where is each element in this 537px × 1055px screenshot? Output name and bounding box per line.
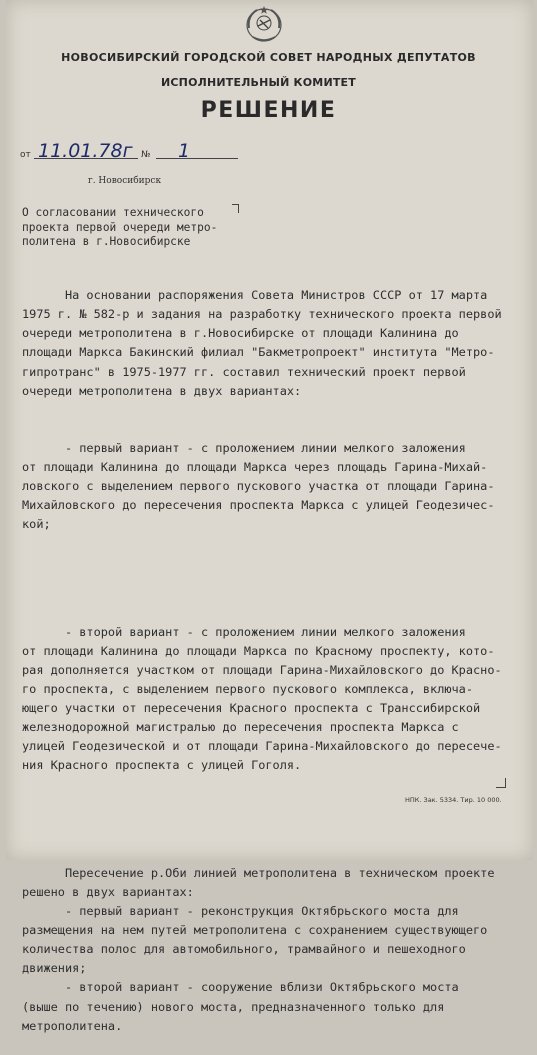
number-underline [156, 158, 238, 159]
text-end-corner-mark [496, 778, 506, 788]
handwritten-date: 11.01.78г [38, 140, 133, 162]
paragraph-variant-two: - второй вариант - с проложением линии мелкого заложения от площади Калинина до площади Маркса по Красному проспекту, кото- рая дополняется участком от площади Гарина-Михайловского до Красно- го проспекта, с выделением первого пускового комплекса, включа- ющего участки от пересечения Красного проспекта с Транссибирской железнодорожной магистралью до пересечения проспекта Маркса с улицей Геодезической и от площади Гарина-Михайловского до пересече- ния Красного проспекта с улицей Гоголя. [22, 624, 502, 773]
from-label: от [20, 150, 31, 160]
number-label: № [141, 150, 151, 160]
ussr-state-emblem-icon [243, 4, 285, 44]
paragraph-river-crossing: Пересечение р.Оби линией метрополитена в техническом проекте решено в двух вариантах: - первый вариант - реконструкция Октябрьского моста для размещения на нем путей метрополитена с сохранением существующего количества полос для автомобильного, трамвайного и пешеходного движения; - второй вариант - сооружение вблизи Октябрьского моста (выше по течению) нового моста, предназначенного только для метрополитена. [22, 865, 495, 1033]
city-name: г. Новосибирск [88, 176, 162, 186]
print-footer: НПК. Зак. 5334. Тир. 10 000. [405, 796, 502, 804]
paragraph-basis: На основании распоряжения Совета Министров СССР от 17 марта 1975 г. № 582-р и задания на разработку технического проекта первой очереди метрополитена в г.Новосибирске от площади Калинина до площади Маркса Бакинский филиал "Бакметропроект" института "Метро- гипротранс" в 1975-1977 гг. составил технический проект первой очереди метрополитена в двух вариантах: [22, 288, 502, 398]
subject-heading: О согласовании технического проекта первой очереди метро- политена в г.Новосибирске [22, 206, 218, 248]
date-number-line [20, 140, 260, 162]
document-type-title: РЕШЕНИЕ [200, 98, 337, 123]
committee-title: ИСПОЛНИТЕЛЬНЫЙ КОМИТЕТ [161, 76, 356, 89]
handwritten-number: 1 [178, 140, 191, 162]
document-body [22, 248, 522, 1055]
council-title: НОВОСИБИРСКИЙ ГОРОДСКОЙ СОВЕТ НАРОДНЫХ ДЕПУТАТОВ [61, 51, 476, 64]
paragraph-variant-one: - первый вариант - с проложением линии мелкого заложения от площади Калинина до площади Маркса через площадь Гарина-Михай- ловского с выделением первого пускового участка от площади Гарина- Михайловского до пересечения проспекта Маркса с улицей Геодезичес- кой; [22, 440, 495, 532]
